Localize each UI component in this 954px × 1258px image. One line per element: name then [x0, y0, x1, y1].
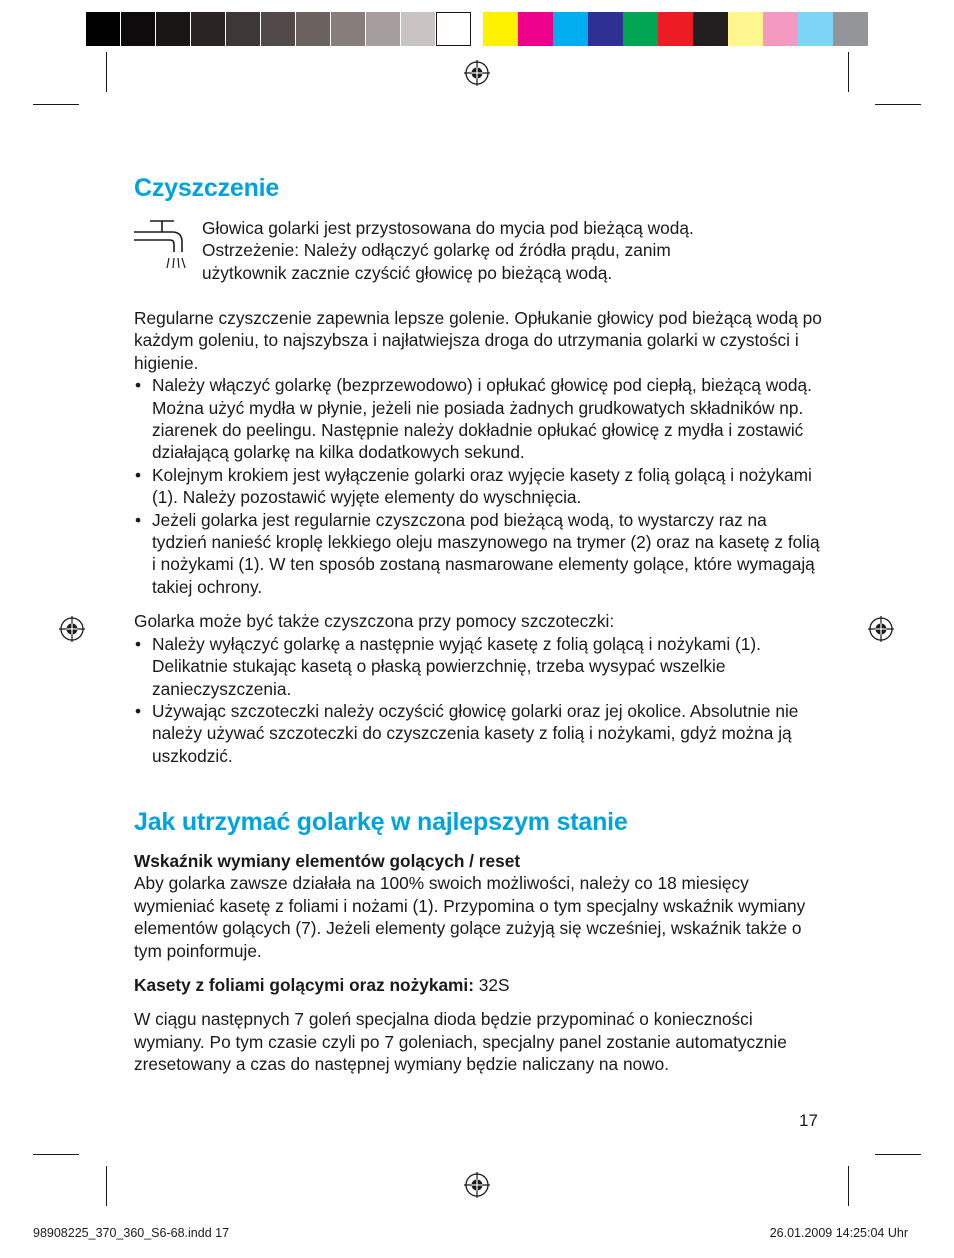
cleaning-paragraph: Regularne czyszczenie zapewnia lepsze golenie. Opłukanie głowicy pod bieżącą wodą po każdym goleniu, to najszybsza i najłatwiejsza droga do utrzymania golarki w czystości i higienie. [134, 308, 822, 373]
list-item: • Należy włączyć golarkę (bezprzewodowo) i opłukać głowicę pod ciepłą, bieżącą wodą. Można użyć mydła w płynie, jeżeli nie posiada żadnych grudkowatych składników np. ziarenek do peelingu. Następnie należy dokładnie opłukać głowicę z mydła i zostawić działającą golarkę na kilka dodatkowych sekund. [134, 374, 824, 464]
gray-swatch [401, 12, 436, 46]
sub-heading: Wskaźnik wymiany elementów golących / reset [134, 851, 521, 871]
registration-mark-icon [464, 1172, 490, 1198]
warning-line-2: użytkownik zacznie czyścić głowicę po bieżącą wodą. [202, 262, 613, 283]
intro-block [202, 217, 832, 284]
gray-swatch [86, 12, 121, 46]
gray-swatch [331, 12, 366, 46]
page-number: 17 [799, 1111, 818, 1130]
gray-swatch [436, 12, 471, 46]
list-item: • Jeżeli golarka jest regularnie czyszczona pod bieżącą wodą, to wystarczy raz na tydzień nanieść kroplę lekkiego oleju maszynowego na trymer (2) oraz na kasetę z folią i nożykami (1). W ten sposób zostaną nasmarowane elementy golące, które wymagają takiej ochrony. [134, 509, 824, 599]
section-title-cleaning: Czyszczenie [134, 174, 280, 202]
crop-mark [106, 1166, 107, 1206]
gray-swatch [226, 12, 261, 46]
gray-swatch [191, 12, 226, 46]
footer-file: 98908225_370_360_S6-68.indd 17 [33, 1226, 230, 1240]
registration-mark-icon [868, 616, 894, 642]
gray-swatch [366, 12, 401, 46]
color-swatch [833, 12, 868, 46]
list-item: • Używając szczoteczki należy oczyścić głowicę golarki oraz jej okolice. Absolutnie nie należy używać szczoteczki do czyszczenia kasety z folią i nożykami, gdyż można ją uszkodzić. [134, 700, 824, 767]
cassette-line [134, 974, 824, 996]
crop-mark [33, 1154, 79, 1155]
gray-swatch [156, 12, 191, 46]
cleaning-body [134, 307, 824, 767]
color-swatch [763, 12, 798, 46]
section-title-maintenance: Jak utrzymać golarkę w najlepszym stanie [134, 808, 628, 836]
color-swatch [518, 12, 553, 46]
grayscale-color-bar [86, 12, 471, 46]
gray-swatch [121, 12, 156, 46]
registration-mark-icon [464, 60, 490, 86]
crop-mark [875, 1154, 921, 1155]
color-swatch [588, 12, 623, 46]
footer-date: 26.01.2009 14:25:04 Uhr [769, 1226, 908, 1240]
color-swatch [483, 12, 518, 46]
crop-mark [848, 1166, 849, 1206]
list-item: • Należy wyłączyć golarkę a następnie wyjąć kasetę z folią golącą i nożykami (1). Delikatnie stukając kasetą o płaską powierzchnię, trzeba wysypać wszelkie zanieczyszczenia. [134, 633, 824, 700]
cassette-label: Kasety z foliami golącymi oraz nożykami: [134, 975, 474, 996]
brush-intro: Golarka może być także czyszczona przy pomocy szczoteczki: [134, 611, 615, 632]
color-swatch [658, 12, 693, 46]
registration-mark-icon [59, 616, 85, 642]
crop-mark [848, 52, 849, 92]
crop-mark [33, 104, 79, 105]
gray-swatch [261, 12, 296, 46]
maintenance-body [134, 850, 824, 1076]
warning-line-1: Ostrzeżenie: Należy odłączyć golarkę od źródła prądu, zanim [202, 240, 671, 261]
reset-paragraph: W ciągu następnych 7 goleń specjalna dioda będzie przypominać o konieczności wymiany. Po tym czasie czyli po 7 goleniach, specjalny panel zostanie automatycznie zresetowany a czas do następnej wymiany będzie naliczany na nowo. [134, 1009, 787, 1075]
crop-mark [875, 104, 921, 105]
indicator-paragraph: Aby golarka zawsze działała na 100% swoich możliwości, należy co 18 miesięcy wymieniać kasetę z foliami i nożami (1). Przypomina o tym specjalny wskaźnik wymiany elementów golących (7). Jeżeli elementy golące zużyją się wcześniej, wskaźnik także o tym poinformuje. [134, 873, 806, 961]
color-swatch [623, 12, 658, 46]
crop-mark [106, 52, 107, 92]
water-tap-icon [134, 218, 190, 272]
gray-swatch [296, 12, 331, 46]
color-swatch [693, 12, 728, 46]
color-swatch [798, 12, 833, 46]
intro-text: Głowica golarki jest przystosowana do mycia pod bieżącą wodą. [202, 218, 694, 238]
cassette-value: 32S [473, 975, 510, 996]
color-swatch [553, 12, 588, 46]
list-item: • Kolejnym krokiem jest wyłączenie golarki oraz wyjęcie kasety z folią golącą i nożykami (1). Należy pozostawić wyjęte elementy do wyschnięcia. [134, 464, 824, 509]
color-swatch [728, 12, 763, 46]
process-color-bar [483, 12, 868, 46]
